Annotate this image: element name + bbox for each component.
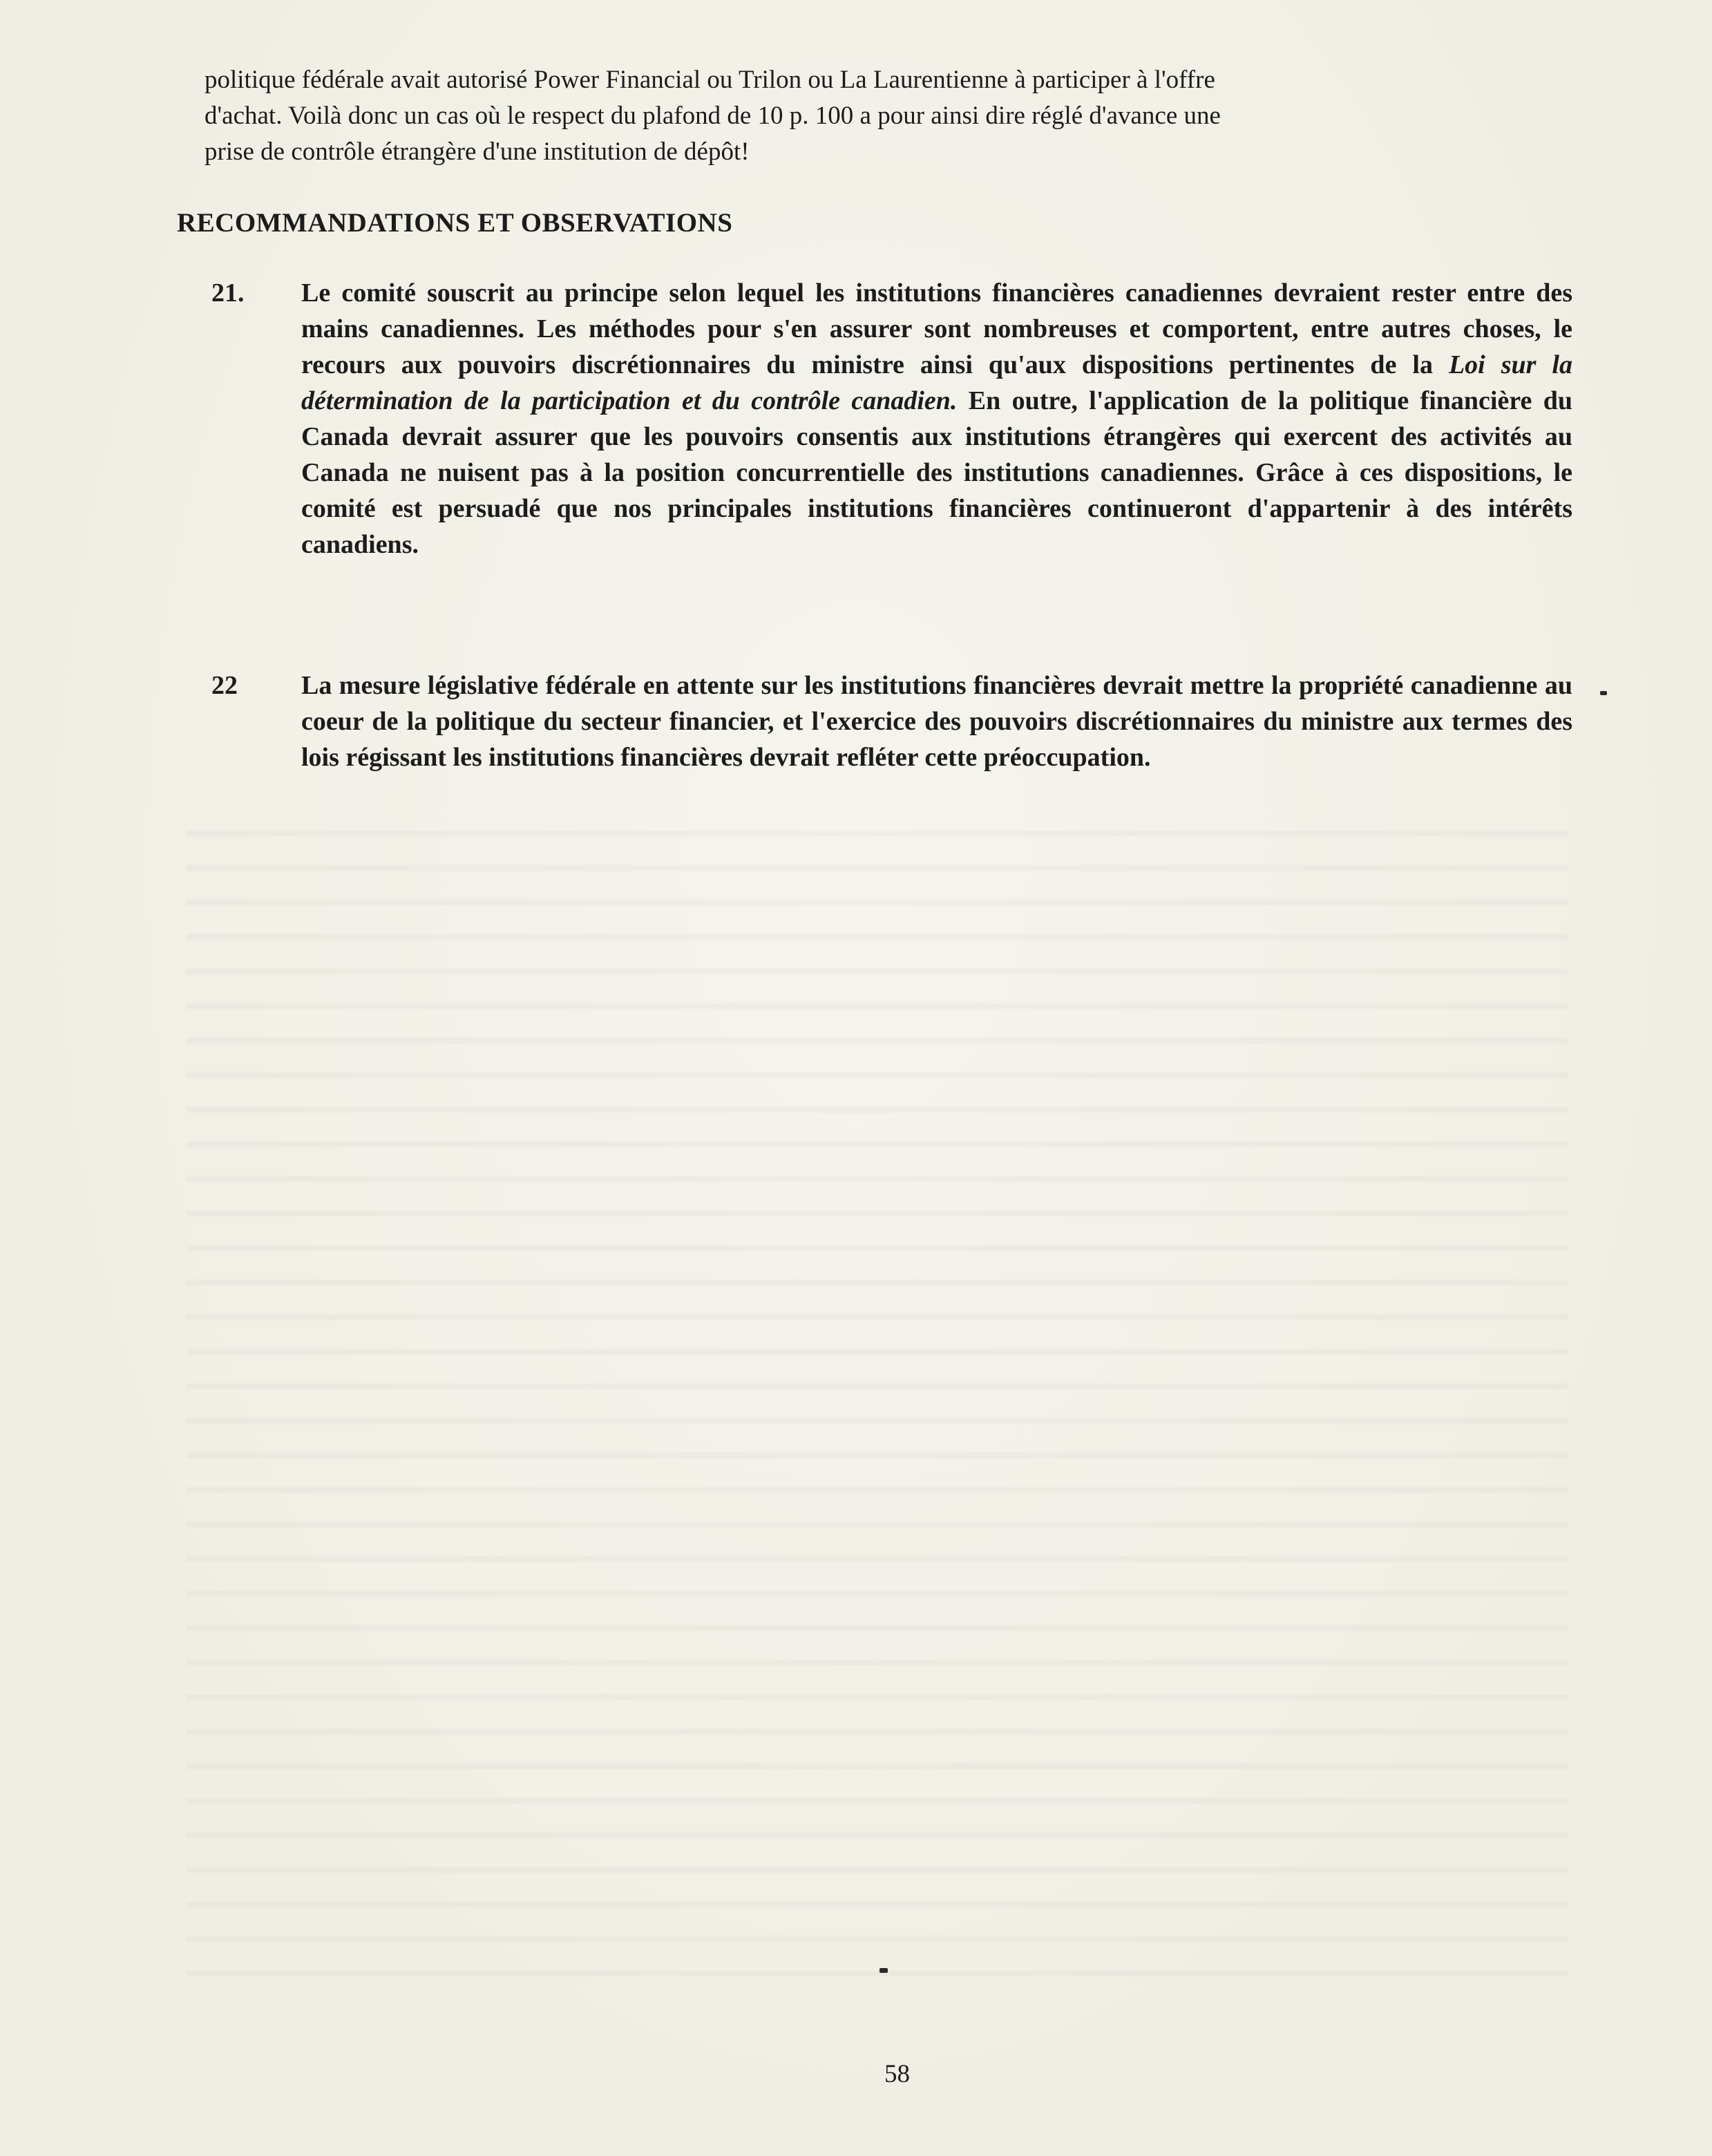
intro-paragraph <box>205 62 1566 170</box>
scan-speck <box>1600 691 1607 695</box>
recommendation-text-part-2: En outre, l'application de la politique financière du Canada devrait assurer que les pouvoirs consentis aux institutions étrangères qui exercent des activités au Canada ne nuisent pas à la position concurrentielle des institutions canadiennes. Grâce à ces dispositions, le comité est persuadé que nos principales institutions financières continueront d'appartenir à des intérêts canadiens. <box>301 386 1572 559</box>
page-number: 58 <box>884 2060 910 2088</box>
recommendation-text: La mesure législative fédérale en attente sur les institutions financières devrait mettre la propriété canadienne au coeur de la politique du secteur financier, et l'exercice des pouvoirs discrétionnaires du ministre aux termes des lois régissant les institutions financières devrait refléter cette préoccupation. <box>301 671 1572 772</box>
bleed-through-texture <box>187 815 1568 1990</box>
intro-line-1: politique fédérale avait autorisé Power Financial ou Trilon ou La Laurentienne à participer à l'offre <box>205 66 1215 94</box>
intro-line-2: d'achat. Voilà donc un cas où le respect du plafond de 10 p. 100 a pour ainsi dire réglé d'avance une <box>205 102 1221 130</box>
section-heading: RECOMMANDATIONS ET OBSERVATIONS <box>177 208 733 238</box>
scan-speck <box>879 1968 888 1973</box>
law-title-italic: Loi sur la détermination de la participation et du contrôle canadien. <box>301 350 1572 415</box>
recommendation-22 <box>211 668 1572 820</box>
recommendation-text <box>301 275 1572 562</box>
recommendation-number: 21. <box>211 278 245 308</box>
recommendation-21 <box>211 275 1572 641</box>
recommendation-number: 22 <box>211 671 238 700</box>
recommendation-text-part-1: Le comité souscrit au principe selon lequel les institutions financières canadiennes devraient rester entre des mains canadiennes. Les méthodes pour s'en assurer sont nombreuses et comportent, entre autres choses, le recours aux pouvoirs discrétionnaires du ministre ainsi qu'aux dispositions pertinentes de la <box>301 278 1572 379</box>
intro-line-3: prise de contrôle étrangère d'une institution de dépôt! <box>205 138 750 166</box>
